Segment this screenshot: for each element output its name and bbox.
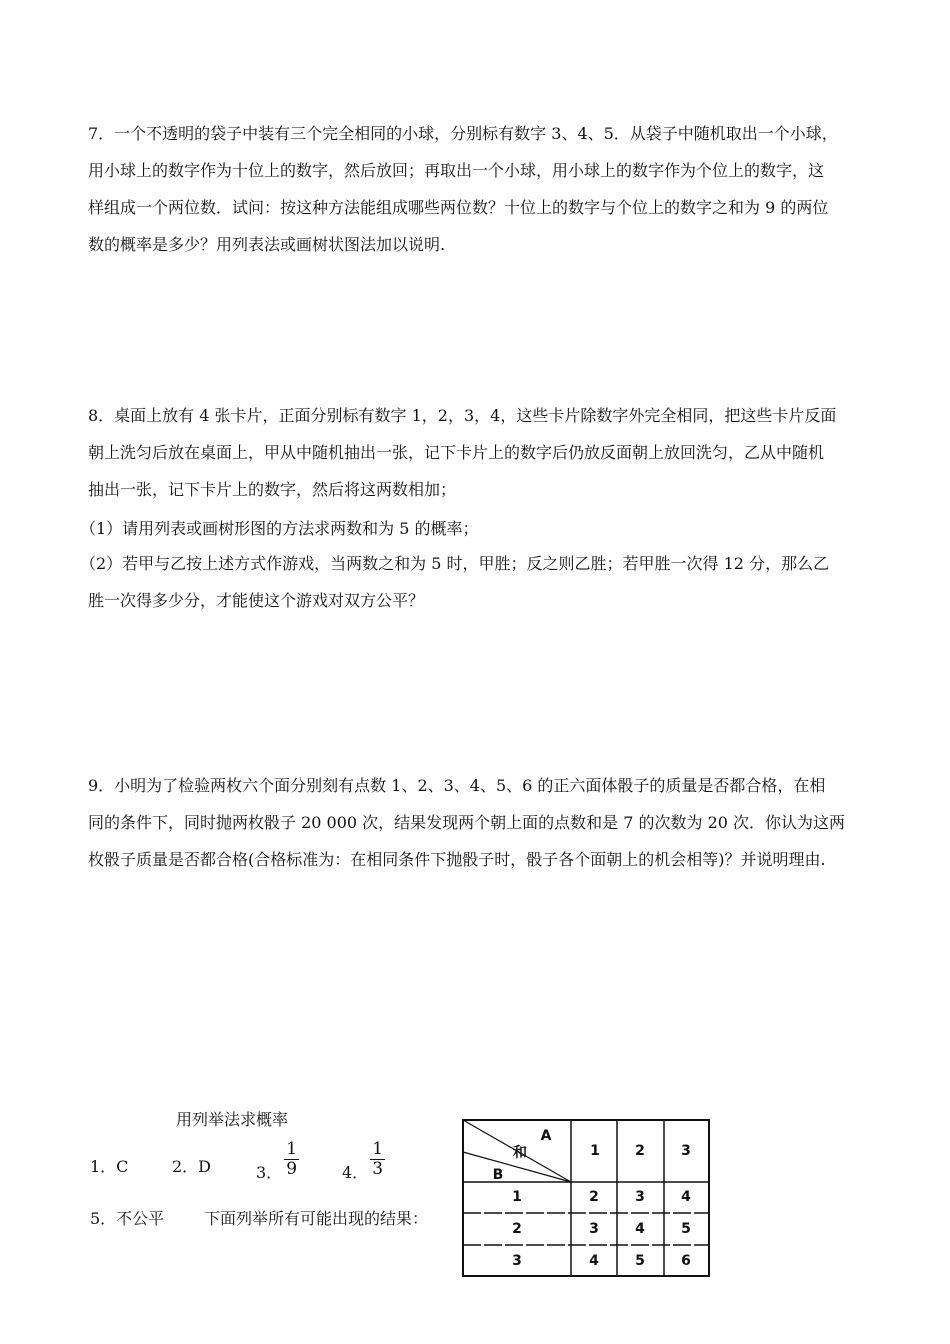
q8-line-2: 朝上洗匀后放在桌面上，甲从中随机抽出一张，记下卡片上的数字后仍放反面朝上放回洗匀，乙从中随机 (88, 443, 825, 462)
column-header: 3 (681, 1143, 691, 1159)
answers-row-1 (90, 1140, 430, 1184)
question-7 (88, 115, 878, 263)
question-8 (88, 397, 878, 508)
header-a-label: A (540, 1128, 552, 1144)
header-b-label: B (492, 1167, 504, 1183)
table-cell: 4 (635, 1221, 645, 1237)
row-header: 3 (512, 1253, 522, 1269)
answer-4-fraction (370, 1140, 385, 1179)
table-cell: 6 (681, 1253, 691, 1269)
answer-4-prefix: 4． (342, 1163, 369, 1182)
question-9 (88, 767, 878, 878)
answers-title: 用列举法求概率 (176, 1110, 289, 1129)
q8-part-2-line-1: （2）若甲与乙按上述方式作游戏，当两数之和为 5 时，甲胜；反之则乙胜；若甲胜一次得 12 分，那么乙 (80, 554, 830, 573)
table-cell: 4 (681, 1189, 691, 1205)
answer-4-numerator: 1 (372, 1139, 384, 1159)
q8-part-2-line-2: 胜一次得多少分，才能使这个游戏对双方公平？ (88, 591, 425, 610)
q7-line-2: 用小球上的数字作为十位上的数字，然后放回；再取出一个小球，用小球上的数字作为个位上的数字，这 (88, 161, 825, 180)
answer-4-denominator: 3 (372, 1159, 384, 1179)
table-cell: 3 (635, 1189, 645, 1205)
answer-4 (342, 1139, 387, 1182)
answer-5-note: 下面列举所有可能出现的结果： (204, 1209, 429, 1228)
row-header: 2 (512, 1221, 522, 1237)
answer-3-denominator: 9 (286, 1159, 298, 1179)
answer-3-numerator: 1 (286, 1139, 298, 1159)
q7-line-3: 样组成一个两位数．试问：按这种方法能组成哪些两位数？十位上的数字与个位上的数字之和为 9 的两位 (88, 198, 829, 217)
answer-2: 2．D (172, 1157, 212, 1176)
q9-line-1: 9．小明为了检验两枚六个面分别刻有点数 1、2、3、4、5、6 的正六面体骰子的质量是否都合格，在相 (88, 776, 826, 795)
q8-part-1: （1）请用列表或画树形图的方法求两数和为 5 的概率； (80, 519, 479, 538)
q8-line-3: 抽出一张，记下卡片上的数字，然后将这两数相加； (88, 480, 457, 499)
answer-1: 1．C (90, 1157, 129, 1176)
answer-5: 5．不公平 (90, 1209, 165, 1228)
answer-3-fraction (284, 1140, 299, 1179)
table-cell: 5 (681, 1221, 691, 1237)
table-cell: 5 (635, 1253, 645, 1269)
table-cell: 4 (589, 1253, 599, 1269)
q8-line-1: 8．桌面上放有 4 张卡片，正面分别标有数字 1，2，3，4，这些卡片除数字外完全相同，把这些卡片反面 (88, 406, 837, 425)
q7-line-4: 数的概率是多少？用列表法或画树状图法加以说明. (88, 235, 446, 254)
header-sum-label: 和 (513, 1145, 527, 1161)
q8-part-2 (80, 545, 870, 619)
answer-3 (256, 1139, 301, 1182)
q9-line-2: 同的条件下，同时抛两枚骰子 20 000 次，结果发现两个朝上面的点数和是 7 的次数为 20 次．你认为这两 (88, 813, 846, 832)
table-cell: 3 (589, 1221, 599, 1237)
q9-line-3: 枚骰子质量是否都合格(合格标准为：在相同条件下抛骰子时，骰子各个面朝上的机会相等)？并说明理由. (88, 850, 826, 869)
column-header: 1 (590, 1143, 600, 1159)
table-cell: 2 (589, 1189, 599, 1205)
row-header: 1 (512, 1189, 522, 1205)
q7-line-1: 7．一个不透明的袋子中装有三个完全相同的小球，分别标有数字 3、4、5．从袋子中随机取出一个小球， (88, 124, 838, 143)
sum-table (462, 1119, 711, 1278)
answer-3-prefix: 3． (256, 1163, 283, 1182)
column-header: 2 (635, 1143, 645, 1159)
